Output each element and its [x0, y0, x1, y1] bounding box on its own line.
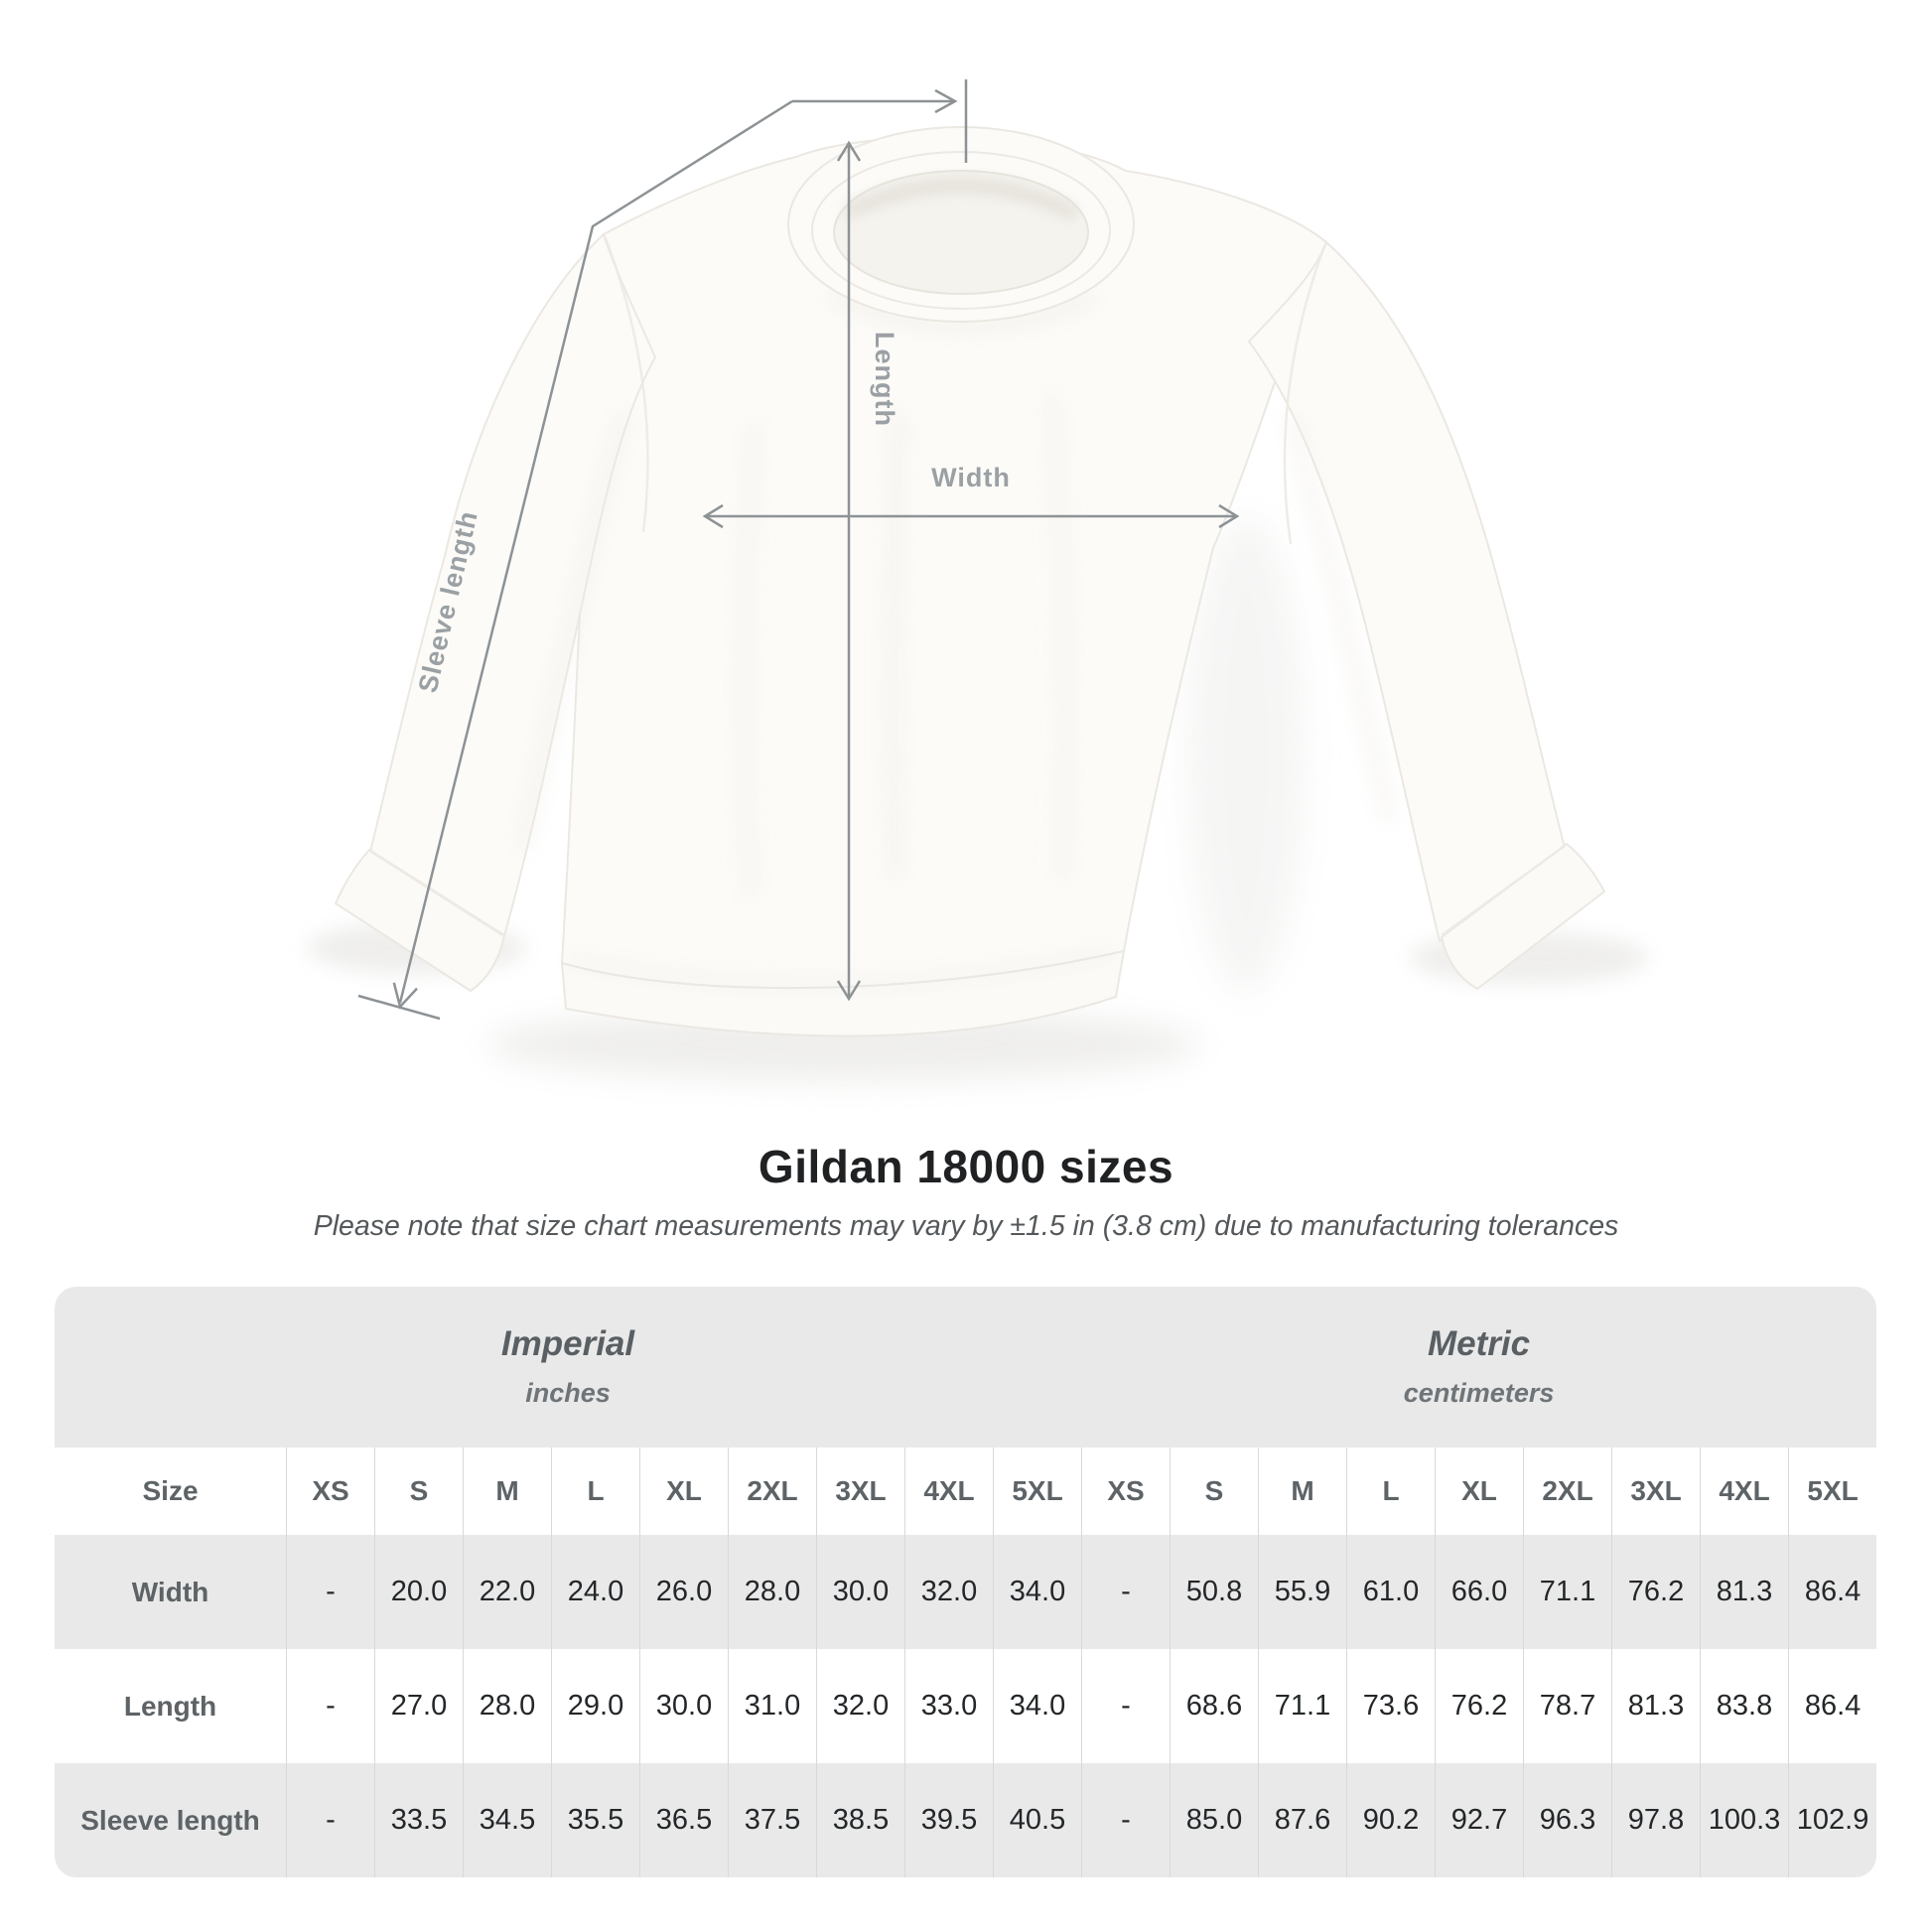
measurement-row-width: [55, 1535, 1876, 1649]
page-title: Gildan 18000 sizes: [758, 1141, 1174, 1192]
cell-width-imperial-m: 22.0: [463, 1535, 551, 1649]
cell-length-metric-xs: -: [1081, 1649, 1170, 1763]
cell-width-imperial-xs: -: [286, 1535, 374, 1649]
cell-length-metric-xl: 76.2: [1435, 1649, 1523, 1763]
cell-length-imperial-3xl: 32.0: [816, 1649, 904, 1763]
size-column-header: Size: [55, 1448, 286, 1535]
size-header-imperial-xl: XL: [639, 1448, 728, 1535]
imperial-unit-header: [55, 1287, 1081, 1448]
cell-sleeve-length-metric-5xl: 102.9: [1788, 1763, 1876, 1877]
size-header-imperial-2xl: 2XL: [728, 1448, 816, 1535]
width-dimension-label: Width: [931, 463, 1011, 492]
cell-length-imperial-xs: -: [286, 1649, 374, 1763]
unit-header-row: [55, 1287, 1876, 1448]
size-header-metric-5xl: 5XL: [1788, 1448, 1876, 1535]
length-dimension-label: Length: [870, 332, 899, 427]
cell-width-imperial-5xl: 34.0: [993, 1535, 1081, 1649]
cell-length-imperial-4xl: 33.0: [904, 1649, 993, 1763]
size-header-imperial-m: M: [463, 1448, 551, 1535]
cell-width-imperial-xl: 26.0: [639, 1535, 728, 1649]
imperial-label: Imperial: [500, 1324, 635, 1364]
cell-length-imperial-m: 28.0: [463, 1649, 551, 1763]
cell-width-metric-2xl: 71.1: [1523, 1535, 1611, 1649]
cell-width-metric-s: 50.8: [1170, 1535, 1258, 1649]
size-header-row: [55, 1448, 1876, 1535]
size-header-imperial-xs: XS: [286, 1448, 374, 1535]
cell-sleeve-length-metric-m: 87.6: [1258, 1763, 1346, 1877]
cell-length-metric-5xl: 86.4: [1788, 1649, 1876, 1763]
cell-sleeve-length-metric-xs: -: [1081, 1763, 1170, 1877]
sleeve-length-dimension-label: Sleeve length: [412, 507, 483, 696]
size-header-imperial-l: L: [551, 1448, 639, 1535]
size-header-imperial-5xl: 5XL: [993, 1448, 1081, 1535]
cell-sleeve-length-metric-2xl: 96.3: [1523, 1763, 1611, 1877]
cell-length-imperial-2xl: 31.0: [728, 1649, 816, 1763]
cell-width-metric-xs: -: [1081, 1535, 1170, 1649]
metric-unit-label: centimeters: [1403, 1377, 1555, 1408]
size-header-imperial-s: S: [374, 1448, 463, 1535]
cell-sleeve-length-metric-4xl: 100.3: [1700, 1763, 1788, 1877]
cell-length-metric-s: 68.6: [1170, 1649, 1258, 1763]
cell-length-imperial-xl: 30.0: [639, 1649, 728, 1763]
cell-sleeve-length-imperial-4xl: 39.5: [904, 1763, 993, 1877]
imperial-unit-label: inches: [525, 1377, 611, 1408]
cell-width-imperial-3xl: 30.0: [816, 1535, 904, 1649]
cell-sleeve-length-imperial-5xl: 40.5: [993, 1763, 1081, 1877]
cell-sleeve-length-imperial-xs: -: [286, 1763, 374, 1877]
metric-unit-header: [1081, 1287, 1876, 1448]
cell-width-metric-5xl: 86.4: [1788, 1535, 1876, 1649]
cell-width-metric-4xl: 81.3: [1700, 1535, 1788, 1649]
cell-length-metric-l: 73.6: [1346, 1649, 1435, 1763]
size-header-metric-m: M: [1258, 1448, 1346, 1535]
size-table-body: [55, 1535, 1876, 1877]
size-header-metric-l: L: [1346, 1448, 1435, 1535]
size-header-metric-2xl: 2XL: [1523, 1448, 1611, 1535]
cell-width-imperial-2xl: 28.0: [728, 1535, 816, 1649]
cell-sleeve-length-metric-xl: 92.7: [1435, 1763, 1523, 1877]
cell-sleeve-length-metric-s: 85.0: [1170, 1763, 1258, 1877]
cell-sleeve-length-imperial-xl: 36.5: [639, 1763, 728, 1877]
row-label-width: Width: [55, 1535, 286, 1649]
cell-sleeve-length-imperial-l: 35.5: [551, 1763, 639, 1877]
metric-label: Metric: [1428, 1324, 1531, 1364]
size-chart-table: [55, 1287, 1876, 1877]
cell-sleeve-length-imperial-s: 33.5: [374, 1763, 463, 1877]
measurement-row-length: [55, 1649, 1876, 1763]
size-header-metric-3xl: 3XL: [1611, 1448, 1700, 1535]
cell-length-imperial-l: 29.0: [551, 1649, 639, 1763]
size-header-imperial-3xl: 3XL: [816, 1448, 904, 1535]
cell-sleeve-length-imperial-3xl: 38.5: [816, 1763, 904, 1877]
cell-width-imperial-l: 24.0: [551, 1535, 639, 1649]
size-header-metric-xs: XS: [1081, 1448, 1170, 1535]
tolerance-note: Please note that size chart measurements may vary by ±1.5 in (3.8 cm) due to manufacturing tolerances: [313, 1210, 1619, 1242]
cell-width-metric-3xl: 76.2: [1611, 1535, 1700, 1649]
size-header-imperial-4xl: 4XL: [904, 1448, 993, 1535]
cell-length-imperial-5xl: 34.0: [993, 1649, 1081, 1763]
size-header-metric-s: S: [1170, 1448, 1258, 1535]
cell-width-imperial-4xl: 32.0: [904, 1535, 993, 1649]
cell-length-metric-3xl: 81.3: [1611, 1649, 1700, 1763]
cell-width-metric-m: 55.9: [1258, 1535, 1346, 1649]
cell-sleeve-length-imperial-2xl: 37.5: [728, 1763, 816, 1877]
cell-width-metric-xl: 66.0: [1435, 1535, 1523, 1649]
cell-sleeve-length-metric-3xl: 97.8: [1611, 1763, 1700, 1877]
cell-length-metric-4xl: 83.8: [1700, 1649, 1788, 1763]
cell-width-imperial-s: 20.0: [374, 1535, 463, 1649]
row-label-sleeve-length: Sleeve length: [55, 1763, 286, 1877]
size-header-metric-4xl: 4XL: [1700, 1448, 1788, 1535]
cell-length-metric-2xl: 78.7: [1523, 1649, 1611, 1763]
cell-sleeve-length-imperial-m: 34.5: [463, 1763, 551, 1877]
row-label-length: Length: [55, 1649, 286, 1763]
sleeve-length-arrowhead: [394, 983, 417, 1007]
cell-sleeve-length-metric-l: 90.2: [1346, 1763, 1435, 1877]
size-header-metric-xl: XL: [1435, 1448, 1523, 1535]
cell-length-metric-m: 71.1: [1258, 1649, 1346, 1763]
cell-length-imperial-s: 27.0: [374, 1649, 463, 1763]
cell-width-metric-l: 61.0: [1346, 1535, 1435, 1649]
measurement-row-sleeve-length: [55, 1763, 1876, 1877]
